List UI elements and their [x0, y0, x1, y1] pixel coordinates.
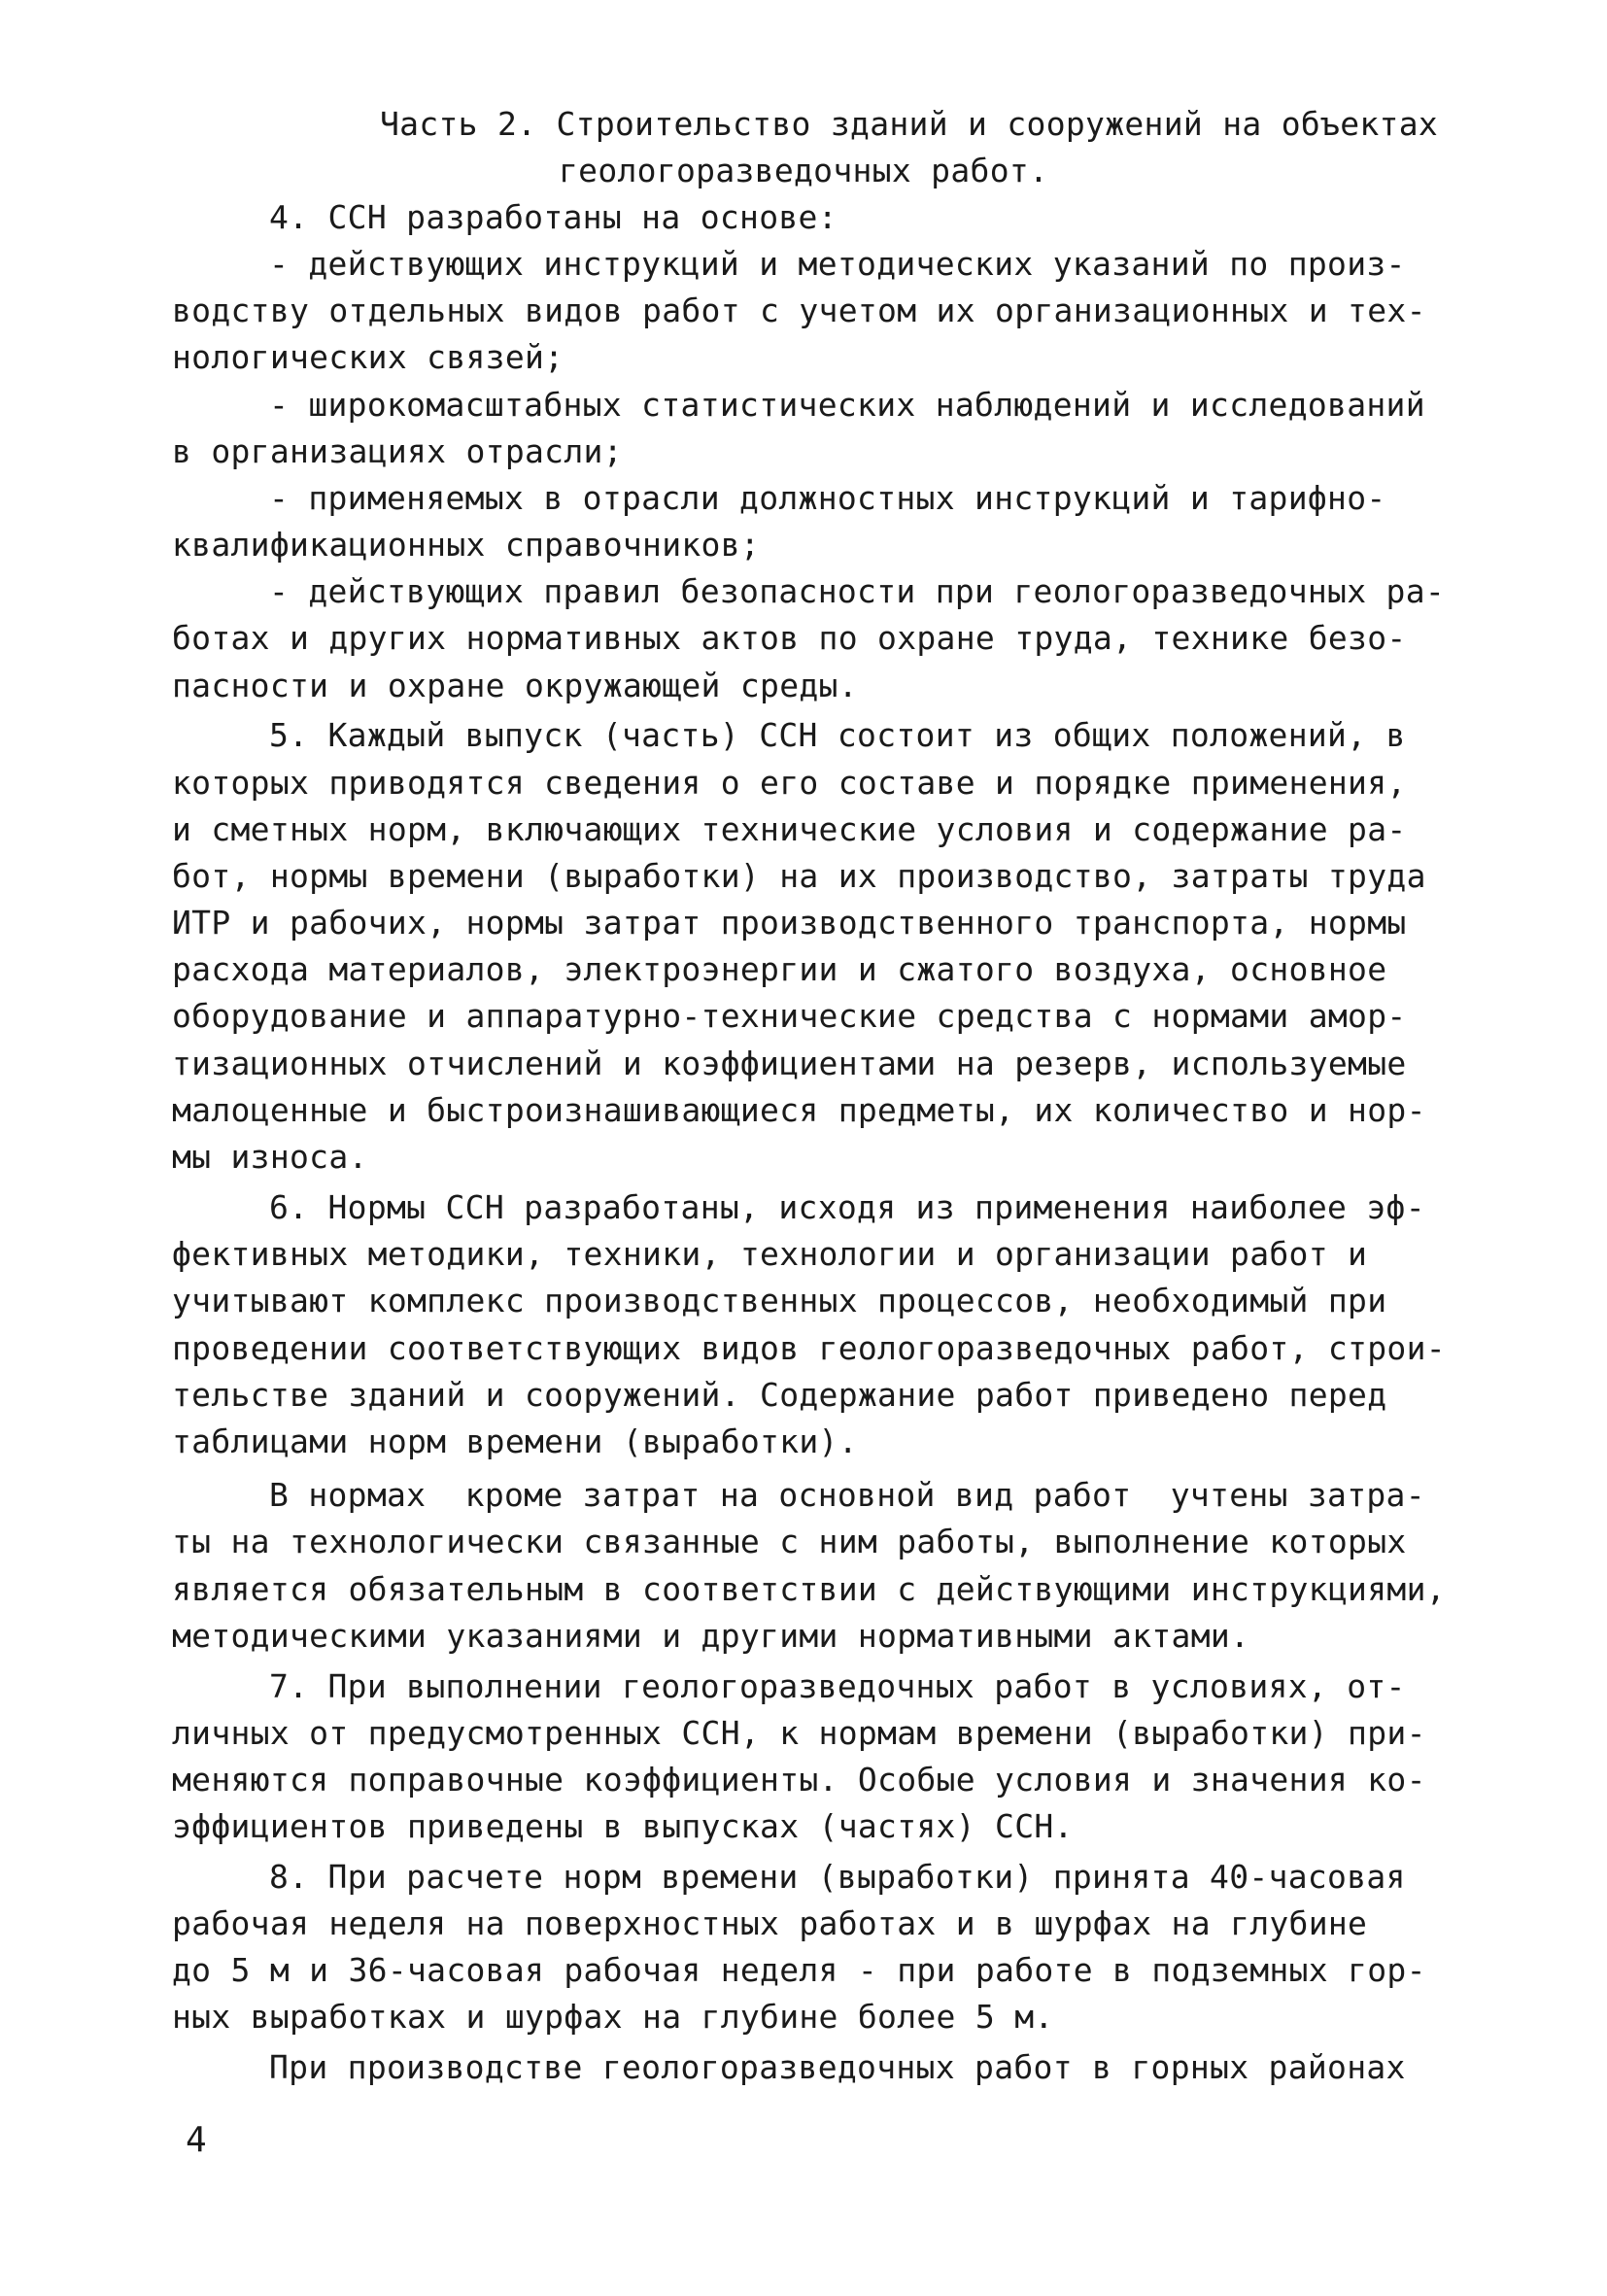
text-line: проведении соответствующих видов геологоразведочных работ, строи-: [172, 1329, 1446, 1367]
text-line: тельстве зданий и сооружений. Содержание работ приведено перед: [172, 1376, 1387, 1414]
page-number: 4: [186, 2120, 207, 2160]
text-line: пасности и охране окружающей среды.: [172, 667, 858, 704]
text-line: геологоразведочных работ.: [559, 152, 1049, 189]
text-line: таблицами норм времени (выработки).: [172, 1422, 858, 1460]
text-line: - действующих инструкций и методических указаний по произ-: [269, 245, 1406, 283]
text-line: Часть 2. Строительство зданий и сооружений на объектах: [380, 105, 1439, 143]
text-line: квалификационных справочников;: [172, 526, 761, 564]
text-line: учитывают комплекс производственных процессов, необходимый при: [172, 1282, 1387, 1319]
text-line: В нормах кроме затрат на основной вид работ учтены затра-: [269, 1476, 1425, 1514]
text-line: оборудование и аппаратурно-технические средства с нормами амор-: [172, 997, 1407, 1035]
text-line: ных выработках и шурфах на глубине более 5 м.: [172, 1998, 1054, 2036]
text-line: в организациях отрасли;: [172, 432, 623, 470]
text-line: 6. Нормы ССН разработаны, исходя из применения наиболее эф-: [269, 1188, 1425, 1226]
text-line: нологических связей;: [172, 338, 564, 376]
text-line: является обязательным в соответствии с действующими инструкциями,: [172, 1570, 1446, 1608]
text-line: эффициентов приведены в выпусках (частях) ССН.: [172, 1807, 1074, 1845]
text-line: меняются поправочные коэффициенты. Особые условия и значения ко-: [172, 1761, 1426, 1799]
text-line: - применяемых в отрасли должностных инструкций и тарифно-: [269, 479, 1386, 517]
text-line: - действующих правил безопасности при геологоразведочных ра-: [269, 572, 1446, 610]
text-line: малоценные и быстроизнашивающиеся предметы, их количество и нор-: [172, 1091, 1426, 1129]
text-line: 4. ССН разработаны на основе:: [269, 198, 838, 236]
text-line: расхода материалов, электроэнергии и сжатого воздуха, основное: [172, 950, 1387, 988]
text-line: ИТР и рабочих, нормы затрат производственного транспорта, нормы: [172, 904, 1407, 942]
text-line: личных от предусмотренных ССН, к нормам времени (выработки) при-: [172, 1714, 1426, 1752]
text-line: мы износа.: [172, 1138, 368, 1176]
text-line: рабочая неделя на поверхностных работах и в шурфах на глубине: [172, 1904, 1368, 1942]
text-line: водству отдельных видов работ с учетом их организационных и тех-: [172, 291, 1426, 329]
text-line: 8. При расчете норм времени (выработки) принята 40-часовая: [269, 1858, 1406, 1896]
text-line: ты на технологически связанные с ним работы, выполнение которых: [172, 1523, 1407, 1560]
text-line: до 5 м и 36-часовая рабочая неделя - при работе в подземных гор-: [172, 1951, 1426, 1989]
text-line: ботах и других нормативных актов по охране труда, технике безо-: [172, 619, 1407, 657]
text-line: фективных методики, техники, технологии и организации работ и: [172, 1235, 1368, 1273]
text-line: которых приводятся сведения о его составе и порядке применения,: [172, 764, 1407, 802]
text-line: бот, нормы времени (выработки) на их производство, затраты труда: [172, 857, 1426, 895]
text-line: и сметных норм, включающих технические условия и содержание ра-: [172, 810, 1407, 848]
text-line: 7. При выполнении геологоразведочных работ в условиях, от-: [269, 1667, 1406, 1705]
text-line: методическими указаниями и другими нормативными актами.: [172, 1617, 1250, 1655]
text-line: - широкомасштабных статистических наблюдений и исследований: [269, 386, 1425, 424]
text-line: тизационных отчислений и коэффициентами на резерв, используемые: [172, 1045, 1407, 1082]
text-line: При производстве геологоразведочных работ в горных районах: [269, 2048, 1406, 2086]
text-line: 5. Каждый выпуск (часть) ССН состоит из общих положений, в: [269, 716, 1406, 754]
